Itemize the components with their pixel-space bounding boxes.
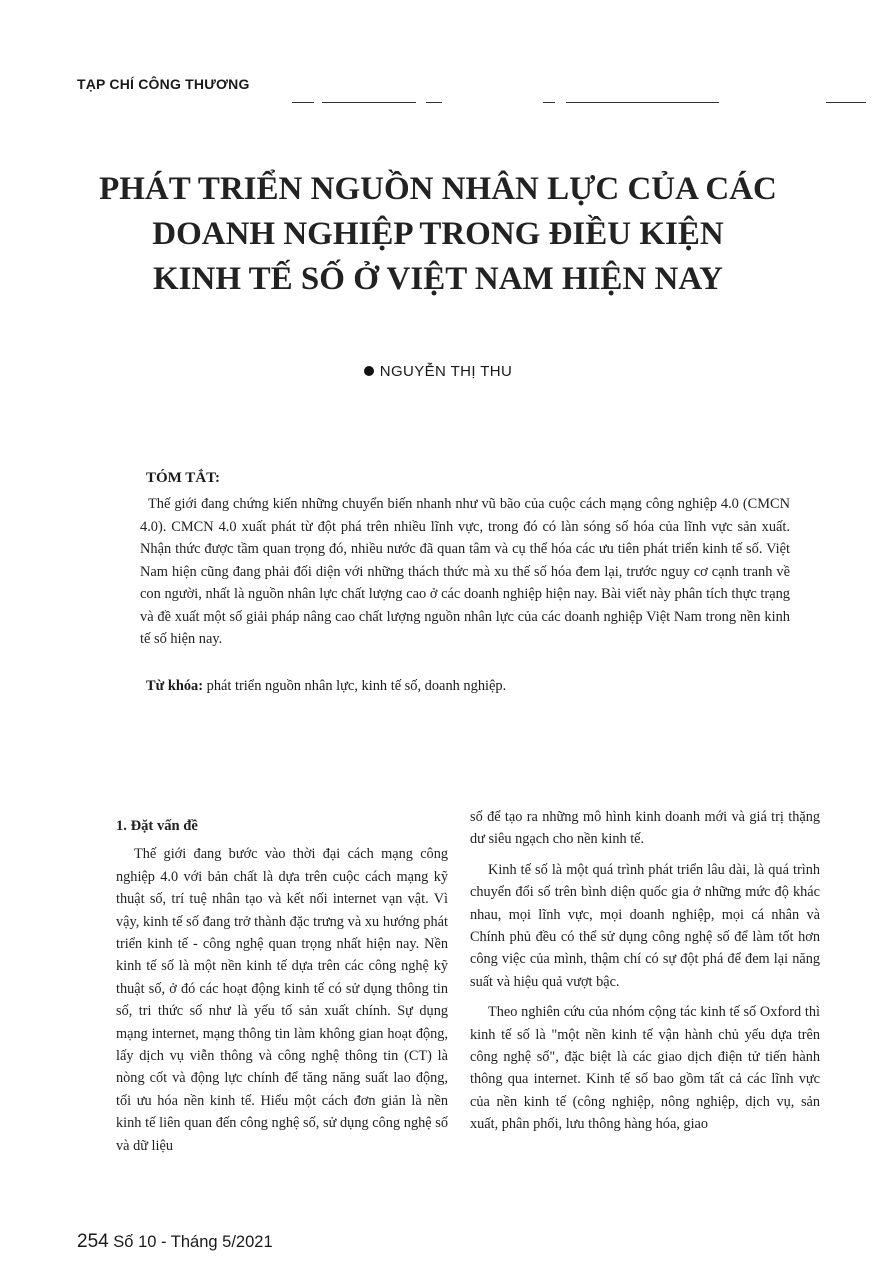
title-line: PHÁT TRIỂN NGUỒN NHÂN LỰC CỦA CÁC (99, 171, 777, 207)
keywords (146, 675, 786, 697)
header-rule (543, 102, 555, 103)
journal-name: TẠP CHÍ CÔNG THƯƠNG (77, 76, 250, 92)
right-column (470, 806, 820, 1136)
header-rule (292, 102, 314, 103)
abstract-body (140, 493, 790, 651)
title-line: DOANH NGHIỆP TRONG ĐIỀU KIỆN (152, 216, 724, 252)
author-line (0, 363, 876, 380)
keywords-label: Từ khóa: (146, 678, 204, 694)
paragraph: Kinh tế số là một quá trình phát triển lâu dài, là quá trình chuyển đổi số trên bình diện quốc gia ở những mức độ khác nhau, mọi lĩnh vực, mọi doanh nghiệp, mọi cá nhân và Chính phủ đều có thể sử dụng công nghệ số để làm tốt hơn công việc của mình, thậm chí có sự đột phá để đem lại năng suất và hiệu quả vượt bậc. (470, 861, 820, 990)
abstract-text: Thế giới đang chứng kiến những chuyển biến nhanh như vũ bão của cuộc cách mạng công nghiệp 4.0 (CMCN 4.0). CMCN 4.0 xuất phát từ đột phá trên nhiều lĩnh vực, trong đó có làn sóng số hóa của lĩnh vực sản xuất. Nhận thức được tầm quan trọng đó, nhiều nước đã quan tâm và cụ thể hóa các ưu tiên phát triển kinh tế số. Việt Nam hiện cũng đang phải đối diện với những thách thức mà xu thế số hóa đem lại, trước nguy cơ cạnh tranh về con người, nhất là nguồn nhân lực chất lượng cao ở các doanh nghiệp hiện nay. Bài viết này phân tích thực trạng và đề xuất một số giải pháp nâng cao chất lượng nguồn nhân lực của các doanh nghiệp Việt Nam trong nền kinh tế số hiện nay. (140, 496, 790, 647)
header-rule (322, 102, 416, 103)
paragraph: Thế giới đang bước vào thời đại cách mạng công nghiệp 4.0 với bản chất là dựa trên cuộc cách mạng kỹ thuật số, trí tuệ nhân tạo và kết nối internet vạn vật. Vì vậy, kinh tế số đang trở thành đặc trưng và xu hướng phát triển kinh tế - công nghệ quan trọng nhất hiện nay. Nền kinh tế số là một nền kinh tế dựa trên các công nghệ kỹ thuật số, ở đó các hoạt động kinh tế có sử dụng thông tin số, tri thức số như là yếu tố sản xuất chính. Sự dụng mạng internet, mạng thông tin làm không gian hoạt động, lấy dịch vụ viễn thông và công nghệ thông tin (CT) là nòng cốt và động lực chính để tăng năng suất lao động, tối ưu hóa nền kinh tế. Hiểu một cách đơn giản là nền kinh tế liên quan đến công nghệ số, sử dụng công nghệ số và dữ liệu (116, 846, 448, 1154)
issue-info: Số 10 - Tháng 5/2021 (113, 1233, 273, 1251)
page-footer (77, 1231, 273, 1253)
header-rule (826, 102, 866, 103)
paragraph: số để tạo ra những mô hình kinh doanh mới và giá trị thặng dư siêu ngạch cho nền kinh tế. (470, 809, 820, 848)
author-name: NGUYỄN THỊ THU (379, 363, 513, 380)
header-rule (566, 102, 719, 103)
section-heading: 1. Đặt vấn đề (116, 818, 198, 834)
keywords-text: phát triển nguồn nhân lực, kinh tế số, doanh nghiệp. (206, 678, 507, 694)
paragraph: Theo nghiên cứu của nhóm cộng tác kinh tế số Oxford thì kinh tế số là "một nền kinh tế vận hành chủ yếu dựa trên công nghệ số", đặc biệt là các giao dịch điện tử tiến hành thông qua internet. Kinh tế số bao gồm tất cả các lĩnh vực của nền kinh tế (công nghiệp, nông nghiệp, dịch vụ, sản xuất, phân phối, lưu thông hàng hóa, giao (470, 1004, 820, 1133)
page-number: 254 (77, 1231, 109, 1252)
article-title (80, 167, 796, 302)
header-rule (426, 102, 442, 103)
title-line: KINH TẾ SỐ Ở VIỆT NAM HIỆN NAY (152, 261, 723, 297)
left-column (116, 815, 448, 1157)
abstract-heading: TÓM TẮT: (146, 470, 221, 486)
bullet-icon (364, 366, 374, 376)
